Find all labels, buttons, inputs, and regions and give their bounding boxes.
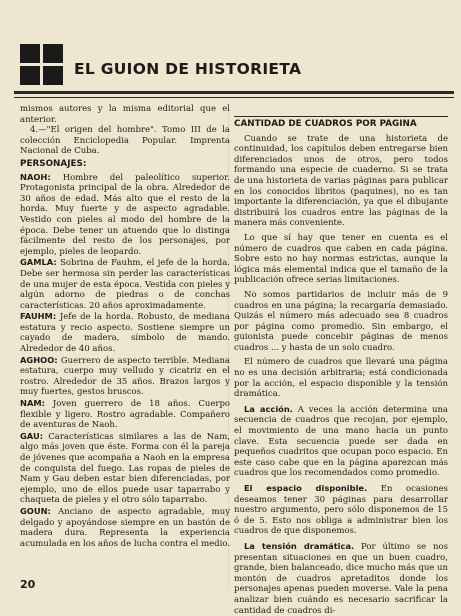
subsection-paragraph (234, 483, 448, 537)
character-name: GAU: (20, 430, 44, 441)
page-header (0, 0, 461, 100)
right-subsections (234, 404, 448, 616)
character-list (20, 172, 230, 550)
subsection-text: Por último se nos presentan situaciones en que un buen cuadro, grande, bien balanceado, dice mucho más que un montón de cuadros apretaditos donde los personajes apenas pueden moverse. Vale la pena analizar bien cuándo es necesario sacrificar la cantidad de cuadros di- (234, 541, 449, 616)
left-column (20, 104, 230, 549)
subsection-label: La tensión dramática. (244, 540, 355, 551)
body-paragraph: Lo que sí hay que tener en cuenta es el número de cuadros que caben en cada página. Sobre esto no hay normas estrictas, aunque la lógica más elemental indica que el tamaño de la publicación ofrece serias limitaciones. (234, 232, 448, 286)
character-description: Joven guerrero de 18 años. Cuerpo flexible y ligero. Rostro agradable. Compañero de aventuras de Naoh. (20, 399, 230, 431)
character-name: GAMLA: (20, 257, 57, 268)
header-rule (14, 91, 454, 94)
character-entry (20, 311, 230, 354)
page-number: 20 (20, 578, 36, 591)
body-paragraph: No somos partidarios de incluir más de 9 cuadros en una página; la recargaría demasiado. Quizás el número más adecuado sea 8 cuadros por página como promedio. Sin embargo, el guionista puede concebir páginas de menos cuadros ... y hasta de un solo cuadro. (234, 289, 448, 353)
character-name: NAM: (20, 398, 45, 409)
reference-entry: 4.—"El origen del hombre". Tomo III de la colección Enciclopedia Popular. Imprenta Nacional de Cuba. (20, 125, 230, 157)
character-name: AGHOO: (20, 354, 58, 365)
right-paragraphs (234, 134, 448, 400)
character-description: Sobrina de Fauhm, el jefe de la horda. Debe ser hermosa sin perder las características de una mujer de esta época. Vestida con pieles y algún adorno de piedras o de conchas características. 20 años aproximadamente. (20, 258, 230, 311)
right-column (234, 114, 448, 616)
logo-grid-icon (20, 44, 64, 86)
body-paragraph: Cuando se trate de una historieta de continuidad, los capítulos deben entregarse bien diferenciados unos de otros, pero todos formando una especie de cuaderno. Si se trata de una historieta de varias páginas para publicar en los conocidos libritos (paquines), no es tan importante la diferenciación, ya que el dibujante distribuirá los cuadros entre las páginas de la manera más conveniente. (234, 133, 448, 229)
character-entry (20, 506, 230, 549)
panels-per-page-heading: CANTIDAD DE CUADROS POR PAGINA (234, 116, 448, 130)
subsection-text: A veces la acción determina una secuencia de cuadros que recojan, por ejemplo, el movimiento de una mano hacia un punto clave. Esta secuencia puede ser dada en pequeños cuadritos que ocupan poco espacio. En este caso cabe que en la página aparezcan más cuadros que los recomendados como promedio. (234, 404, 448, 479)
character-name: NAOH: (20, 171, 51, 182)
subsection-paragraph (234, 541, 448, 616)
character-description: Anciano de aspecto agradable, muy delgado y apoyándose siempre en un bastón de madera dura. Representa la experiencia acumulada en los años de lucha contra el medio. (20, 506, 231, 549)
character-entry (20, 431, 230, 506)
character-entry (20, 172, 230, 258)
body-paragraph: El número de cuadros que llevará una página no es una decisión arbitraria; está condicionada por la acción, el espacio disponible y la tensión dramática. (234, 357, 448, 400)
intro-continued: mismos autores y la misma editorial que el anterior. (20, 104, 230, 125)
subsection-text: En ocasiones deseamos tener 30 páginas para desarrollar nuestro argumento, pero sólo disponemos de 15 ó de 5. Esto nos obliga a administrar bien los cuadros de que disponemos. (234, 484, 448, 537)
character-description: Guerrero de aspecto terrible. Mediana estatura, cuerpo muy velludo y cicatriz en el rostro. Alrededor de 35 años. Brazos largos y muy fuertes, gestos bruscos. (20, 355, 230, 398)
characters-heading: PERSONAJES: (20, 158, 87, 169)
character-entry (20, 398, 230, 431)
character-entry (20, 355, 230, 398)
subsection-label: La acción. (244, 403, 293, 414)
subsection-label: El espacio disponible. (244, 483, 368, 493)
subsection-paragraph (234, 404, 448, 479)
section-title: EL GUION DE HISTORIETA (74, 60, 302, 78)
character-description: Hombre del paleolítico superior. Protagonista principal de la obra. Alrededor de 30 años de edad. Más alto que el resto de la horda. Muy fuerte y de aspecto agradable. Vestido con pieles al modo del hombre de la época. Debe tener un atuendo que lo distinga fácilmente del resto de los personajes, por ejemplo, pieles de leopardo. (20, 172, 230, 257)
character-name: FAUHM: (20, 311, 57, 322)
character-description: Jefe de la horda. Robusto, de mediana estatura y recio aspecto. Sostiene siempre un cayado de madera, símbolo de mando. Alrededor de 40 años. (20, 312, 230, 355)
character-description: Características similares a las de Nam, algo más joven que éste. Forma con él la pareja de jóvenes que acompaña a Naoh en la empresa de conquista del fuego. Las ropas de pieles de Nam y Gau deben estar bien diferenciadas, por ejemplo, uno de ellos puede usar taparrabo y chaqueta de pieles y el otro sólo taparrabo. (20, 431, 230, 506)
character-entry (20, 257, 230, 311)
character-name: GOUN: (20, 505, 51, 516)
header-rule-thin (14, 97, 454, 98)
